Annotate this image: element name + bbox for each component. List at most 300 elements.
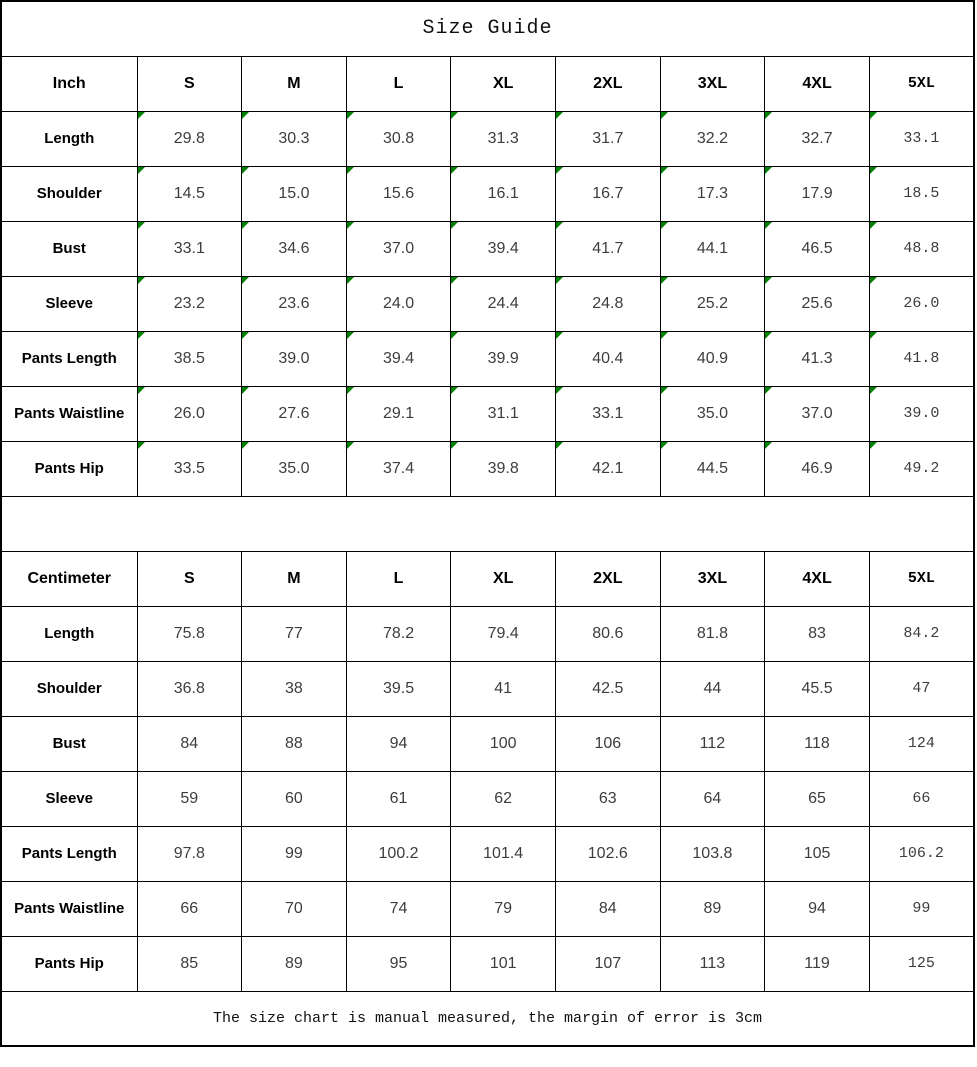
size-column-header: 4XL: [765, 551, 870, 606]
measurement-row-label: Sleeve: [1, 276, 137, 331]
size-value: 124: [907, 735, 935, 752]
size-value: 41.3: [801, 349, 833, 367]
size-value-cell: [869, 936, 974, 991]
size-value-cell: [765, 606, 870, 661]
size-value: 103.8: [692, 844, 733, 862]
size-value-cell: [765, 331, 870, 386]
size-value-cell: [660, 441, 765, 496]
size-value-cell: [451, 771, 556, 826]
measurement-row: [1, 331, 974, 386]
size-column-header: S: [137, 551, 242, 606]
measurement-row: [1, 826, 974, 881]
excel-error-flag-icon: [556, 277, 563, 284]
size-value-cell: [869, 606, 974, 661]
measurement-row: [1, 661, 974, 716]
size-value-cell: [660, 881, 765, 936]
size-column-header: 3XL: [660, 56, 765, 111]
excel-error-flag-icon: [765, 332, 772, 339]
excel-error-flag-icon: [138, 442, 145, 449]
size-value-cell: [451, 661, 556, 716]
measurement-row-label: Pants Hip: [1, 441, 137, 496]
size-value-cell: [346, 111, 451, 166]
excel-error-flag-icon: [242, 222, 249, 229]
size-value: 41.8: [903, 350, 940, 367]
measurement-row-label: Length: [1, 111, 137, 166]
size-value: 29.1: [382, 404, 415, 422]
measurement-row-label: Sleeve: [1, 771, 137, 826]
measurement-row-label: Shoulder: [1, 661, 137, 716]
size-value-cell: [451, 386, 556, 441]
size-value: 44.5: [696, 459, 728, 477]
size-value: 39.8: [487, 459, 519, 477]
size-column-header: 3XL: [660, 551, 765, 606]
excel-error-flag-icon: [242, 332, 249, 339]
spacer-section: [1, 496, 974, 551]
size-value: 88: [285, 734, 303, 752]
excel-error-flag-icon: [870, 277, 877, 284]
excel-error-flag-icon: [765, 277, 772, 284]
size-value: 61: [389, 789, 408, 807]
measurement-row: [1, 441, 974, 496]
size-value: 33.1: [903, 130, 940, 147]
size-value-cell: [346, 166, 451, 221]
size-value-cell: [346, 716, 451, 771]
size-value-cell: [346, 826, 451, 881]
size-value: 34.6: [278, 239, 310, 257]
size-value: 99: [285, 844, 303, 862]
excel-error-flag-icon: [661, 277, 668, 284]
excel-error-flag-icon: [451, 277, 458, 284]
size-value: 27.6: [278, 404, 310, 422]
size-value: 63: [598, 789, 617, 807]
size-value: 118: [804, 734, 830, 752]
size-value: 84: [598, 899, 617, 917]
size-value: 17.9: [801, 184, 833, 202]
size-value: 106: [594, 734, 622, 752]
excel-error-flag-icon: [138, 167, 145, 174]
size-value: 49.2: [903, 460, 940, 477]
size-value-cell: [137, 441, 242, 496]
size-column-header: XL: [451, 56, 556, 111]
excel-error-flag-icon: [451, 112, 458, 119]
measurement-row: [1, 111, 974, 166]
size-value: 35.0: [278, 459, 310, 477]
size-value-cell: [869, 111, 974, 166]
size-value: 31.1: [487, 404, 519, 422]
size-value-cell: [346, 936, 451, 991]
size-value: 59: [180, 789, 199, 807]
title-section: [1, 1, 974, 56]
size-value-cell: [242, 881, 347, 936]
excel-error-flag-icon: [347, 442, 354, 449]
size-value: 66: [912, 790, 931, 807]
unit-header-cell: Inch: [1, 56, 137, 111]
size-column-header: 2XL: [556, 56, 661, 111]
size-value: 77: [285, 624, 303, 642]
size-value-cell: [869, 826, 974, 881]
size-value-cell: [451, 221, 556, 276]
size-value-cell: [242, 606, 347, 661]
size-value-cell: [660, 606, 765, 661]
size-value: 32.2: [696, 129, 728, 147]
footer-note: The size chart is manual measured, the margin of error is 3cm: [1, 991, 974, 1046]
size-value-cell: [242, 386, 347, 441]
size-header-row: [1, 551, 974, 606]
size-value-cell: [451, 716, 556, 771]
size-value-cell: [765, 936, 870, 991]
size-value: 47: [912, 680, 931, 697]
size-value: 41: [494, 679, 513, 697]
size-value: 41.7: [592, 239, 624, 257]
size-value: 46.9: [801, 459, 833, 477]
size-value: 94: [389, 734, 408, 752]
size-value: 38.5: [173, 349, 205, 367]
size-value-cell: [660, 166, 765, 221]
size-value-cell: [242, 936, 347, 991]
size-value-cell: [451, 826, 556, 881]
size-value: 112: [699, 734, 726, 752]
size-value: 31.3: [487, 129, 519, 147]
excel-error-flag-icon: [870, 332, 877, 339]
size-value-cell: [765, 221, 870, 276]
excel-error-flag-icon: [556, 222, 563, 229]
excel-error-flag-icon: [765, 387, 772, 394]
size-column-header: 2XL: [556, 551, 661, 606]
size-value-cell: [242, 441, 347, 496]
size-value: 79: [494, 899, 513, 917]
size-value: 39.9: [487, 349, 519, 367]
size-value-cell: [137, 661, 242, 716]
excel-error-flag-icon: [870, 222, 877, 229]
measurement-row: [1, 881, 974, 936]
measurement-row: [1, 166, 974, 221]
size-value: 23.6: [278, 294, 310, 312]
size-value-cell: [137, 936, 242, 991]
size-value-cell: [765, 826, 870, 881]
excel-error-flag-icon: [556, 167, 563, 174]
size-value-cell: [137, 276, 242, 331]
size-value-cell: [869, 661, 974, 716]
excel-error-flag-icon: [556, 332, 563, 339]
size-value-cell: [451, 166, 556, 221]
size-column-header: 5XL: [869, 551, 974, 606]
size-value-cell: [660, 111, 765, 166]
measurement-row: [1, 221, 974, 276]
size-value-cell: [765, 661, 870, 716]
measurement-row: [1, 936, 974, 991]
size-value: 35.0: [696, 404, 728, 422]
size-value: 113: [699, 954, 726, 972]
size-value-cell: [242, 826, 347, 881]
size-value-cell: [556, 826, 661, 881]
size-value-cell: [451, 441, 556, 496]
size-value-cell: [765, 716, 870, 771]
size-value-cell: [242, 331, 347, 386]
size-value: 30.3: [278, 129, 310, 147]
size-value-cell: [137, 386, 242, 441]
measurement-row-label: Length: [1, 606, 137, 661]
excel-error-flag-icon: [242, 167, 249, 174]
footer-row: [1, 991, 974, 1046]
excel-error-flag-icon: [242, 277, 249, 284]
size-value-cell: [556, 111, 661, 166]
size-value: 125: [907, 955, 935, 972]
excel-error-flag-icon: [347, 112, 354, 119]
size-value: 101: [489, 954, 517, 972]
size-value: 38: [285, 679, 303, 697]
size-value-cell: [869, 331, 974, 386]
size-value: 89: [285, 954, 303, 972]
size-value: 37.4: [382, 459, 415, 477]
size-column-header: L: [346, 551, 451, 606]
size-value-cell: [556, 661, 661, 716]
excel-error-flag-icon: [661, 332, 668, 339]
measurement-row-label: Shoulder: [1, 166, 137, 221]
size-value: 36.8: [173, 679, 205, 697]
size-value-cell: [242, 166, 347, 221]
size-value-cell: [346, 606, 451, 661]
size-value-cell: [869, 166, 974, 221]
size-value-cell: [346, 881, 451, 936]
title-row: [1, 1, 974, 56]
size-value: 85: [180, 954, 199, 972]
size-value: 83: [808, 624, 826, 642]
size-value: 18.5: [903, 185, 940, 202]
size-value-cell: [137, 166, 242, 221]
size-value-cell: [869, 716, 974, 771]
size-value-cell: [765, 881, 870, 936]
excel-error-flag-icon: [451, 387, 458, 394]
size-value: 107: [594, 954, 622, 972]
size-value-cell: [451, 331, 556, 386]
measurement-row: [1, 386, 974, 441]
size-value-cell: [556, 276, 661, 331]
size-value: 65: [808, 789, 826, 807]
measurement-row: [1, 716, 974, 771]
size-value: 37.0: [801, 404, 833, 422]
excel-error-flag-icon: [765, 112, 772, 119]
size-value-cell: [137, 826, 242, 881]
excel-error-flag-icon: [347, 167, 354, 174]
size-value-cell: [765, 386, 870, 441]
size-value: 26.0: [903, 295, 940, 312]
size-value: 15.0: [278, 184, 310, 202]
excel-error-flag-icon: [242, 112, 249, 119]
size-value: 70: [285, 899, 303, 917]
size-value-cell: [556, 881, 661, 936]
size-column-header: S: [137, 56, 242, 111]
unit-header-cell: Centimeter: [1, 551, 137, 606]
excel-error-flag-icon: [347, 222, 354, 229]
size-value: 44: [703, 679, 722, 697]
size-value: 17.3: [696, 184, 728, 202]
size-value: 101.4: [483, 844, 524, 862]
size-value: 79.4: [487, 624, 519, 642]
size-value-cell: [556, 936, 661, 991]
excel-error-flag-icon: [661, 387, 668, 394]
size-value-cell: [242, 661, 347, 716]
size-value-cell: [660, 716, 765, 771]
excel-error-flag-icon: [870, 167, 877, 174]
excel-error-flag-icon: [451, 442, 458, 449]
size-value-cell: [660, 331, 765, 386]
measurement-row-label: Bust: [1, 221, 137, 276]
size-value-cell: [137, 716, 242, 771]
size-value: 42.1: [592, 459, 624, 477]
size-value-cell: [660, 276, 765, 331]
excel-error-flag-icon: [556, 442, 563, 449]
excel-error-flag-icon: [870, 387, 877, 394]
size-value: 40.4: [592, 349, 624, 367]
size-value: 97.8: [173, 844, 205, 862]
size-value-cell: [869, 771, 974, 826]
page-title: Size Guide: [1, 1, 974, 56]
size-value-cell: [346, 386, 451, 441]
size-value-cell: [137, 331, 242, 386]
size-value: 16.1: [487, 184, 519, 202]
size-value: 100: [489, 734, 517, 752]
measurement-row-label: Pants Waistline: [1, 386, 137, 441]
excel-error-flag-icon: [661, 442, 668, 449]
excel-error-flag-icon: [556, 387, 563, 394]
size-value-cell: [556, 441, 661, 496]
excel-error-flag-icon: [451, 222, 458, 229]
size-value: 25.6: [801, 294, 833, 312]
size-value: 44.1: [696, 239, 728, 257]
size-value-cell: [765, 771, 870, 826]
size-value-cell: [869, 441, 974, 496]
excel-error-flag-icon: [870, 442, 877, 449]
size-value-cell: [765, 276, 870, 331]
size-value-cell: [556, 771, 661, 826]
size-value-cell: [660, 661, 765, 716]
size-value: 37.0: [382, 239, 415, 257]
size-value-cell: [556, 386, 661, 441]
excel-error-flag-icon: [451, 167, 458, 174]
excel-error-flag-icon: [556, 112, 563, 119]
size-value: 84.2: [903, 625, 940, 642]
excel-error-flag-icon: [765, 222, 772, 229]
size-value-cell: [660, 386, 765, 441]
measurement-row: [1, 771, 974, 826]
excel-error-flag-icon: [138, 112, 145, 119]
size-value: 60: [285, 789, 303, 807]
measurement-row: [1, 276, 974, 331]
excel-error-flag-icon: [765, 167, 772, 174]
size-value-cell: [451, 881, 556, 936]
size-value-cell: [242, 716, 347, 771]
size-value: 15.6: [382, 184, 415, 202]
size-value: 95: [389, 954, 408, 972]
size-value: 24.4: [487, 294, 519, 312]
size-value-cell: [137, 881, 242, 936]
size-value: 45.5: [801, 679, 833, 697]
size-value: 39.4: [487, 239, 519, 257]
size-value: 75.8: [173, 624, 205, 642]
excel-error-flag-icon: [347, 332, 354, 339]
size-value: 66: [180, 899, 199, 917]
size-value: 74: [389, 899, 408, 917]
size-value-cell: [451, 606, 556, 661]
excel-error-flag-icon: [661, 167, 668, 174]
measurement-row-label: Pants Length: [1, 826, 137, 881]
size-value-cell: [660, 771, 765, 826]
measurement-row-label: Pants Length: [1, 331, 137, 386]
size-value: 81.8: [696, 624, 728, 642]
size-value: 119: [804, 954, 830, 972]
size-value-cell: [869, 221, 974, 276]
spacer-row: [1, 496, 974, 551]
size-value-cell: [242, 771, 347, 826]
excel-error-flag-icon: [451, 332, 458, 339]
size-value: 33.1: [173, 239, 205, 257]
size-value-cell: [660, 826, 765, 881]
excel-error-flag-icon: [138, 387, 145, 394]
size-value: 23.2: [173, 294, 205, 312]
size-value: 31.7: [592, 129, 624, 147]
size-value: 84: [180, 734, 199, 752]
size-value-cell: [137, 606, 242, 661]
size-value: 64: [703, 789, 722, 807]
excel-error-flag-icon: [870, 112, 877, 119]
size-value: 78.2: [382, 624, 415, 642]
size-value-cell: [765, 111, 870, 166]
size-value: 48.8: [903, 240, 940, 257]
size-value-cell: [346, 276, 451, 331]
size-value: 16.7: [592, 184, 624, 202]
size-value-cell: [346, 221, 451, 276]
size-value: 100.2: [378, 844, 419, 862]
measurement-row-label: Bust: [1, 716, 137, 771]
size-value-cell: [556, 716, 661, 771]
size-value: 39.0: [903, 405, 940, 422]
excel-error-flag-icon: [138, 332, 145, 339]
size-value: 105: [803, 844, 831, 862]
size-value: 30.8: [382, 129, 415, 147]
size-value: 39.5: [382, 679, 415, 697]
size-value: 24.8: [592, 294, 624, 312]
size-value-cell: [660, 221, 765, 276]
size-value: 106.2: [898, 845, 944, 862]
size-value: 42.5: [592, 679, 624, 697]
excel-error-flag-icon: [242, 442, 249, 449]
size-column-header: 5XL: [869, 56, 974, 111]
size-value: 39.0: [278, 349, 310, 367]
excel-error-flag-icon: [661, 112, 668, 119]
excel-error-flag-icon: [661, 222, 668, 229]
size-value-cell: [346, 331, 451, 386]
size-value-cell: [556, 331, 661, 386]
size-value-cell: [451, 936, 556, 991]
size-value-cell: [556, 221, 661, 276]
size-value: 46.5: [801, 239, 833, 257]
size-value-cell: [556, 606, 661, 661]
centimeter-table-body: [1, 551, 974, 991]
size-value-cell: [137, 111, 242, 166]
size-value-cell: [242, 276, 347, 331]
size-value: 40.9: [696, 349, 728, 367]
size-value: 24.0: [382, 294, 415, 312]
size-value-cell: [869, 276, 974, 331]
size-value: 39.4: [382, 349, 415, 367]
excel-error-flag-icon: [347, 387, 354, 394]
spacer-cell: [1, 496, 974, 551]
size-value-cell: [765, 166, 870, 221]
size-value-cell: [346, 441, 451, 496]
excel-error-flag-icon: [242, 387, 249, 394]
size-value-cell: [869, 386, 974, 441]
size-column-header: M: [242, 551, 347, 606]
